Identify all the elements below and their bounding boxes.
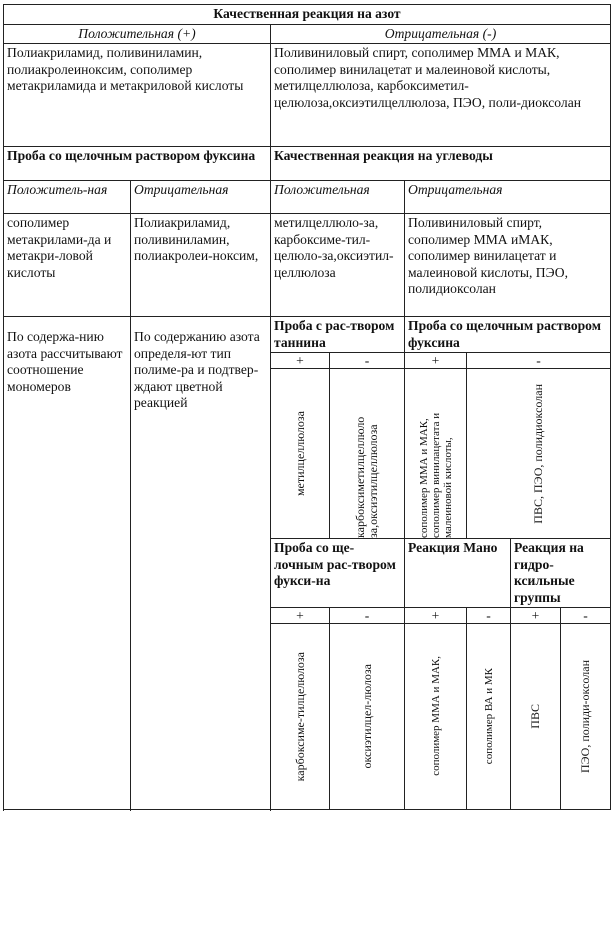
hydroxyl-negative-cell (561, 624, 611, 810)
mano-positive-cell (405, 624, 467, 810)
hydroxyl-reaction-title: Реакция на гидро-ксильные группы (511, 539, 611, 608)
mano-negative-text: сополимер ВА и МК (482, 668, 495, 765)
fuchsin-test2-title: Проба со щелочным раствором фуксина (405, 317, 611, 353)
mano-minus: - (467, 608, 511, 624)
tannin-positive-cell (271, 369, 330, 539)
fuchsin3-positive-text: карбоксиме-тилцелюлоза (292, 651, 307, 781)
fuchsin3-plus: + (271, 608, 330, 624)
mano-reaction-title: Реакция Мано (405, 539, 511, 608)
hydroxyl-negative-text: ПЭО, полиди-оксолан (578, 659, 592, 773)
fuchsin-positive-header: Положитель-ная (4, 181, 131, 214)
fuchsin2-positive-cell (405, 369, 467, 539)
fuchsin2-negative-cell (467, 369, 611, 539)
carbohydrate-test-title: Качественная реакция на углеводы (271, 147, 611, 181)
fuchsin-test-title: Проба со щелочным раствором фуксина (4, 147, 271, 181)
hydroxyl-positive-text: ПВС (528, 703, 542, 729)
fuchsin-positive-list: сополимер метакрилами-да и метакри-ловой кислоты (4, 214, 131, 317)
fuchsin2-minus: - (467, 353, 611, 369)
fuchsin3-minus: - (330, 608, 405, 624)
carbohydrate-positive-list: метилцеллюло-за, карбоксиме-тил-целюло-за,оксиэтил-целлюлоза (271, 214, 405, 317)
mano-negative-cell (467, 624, 511, 810)
fuchsin-positive-note: По содержа-нию азота рассчитывают соотношение мономеров (4, 317, 131, 810)
mano-positive-text: сополимер ММА и МАК, (429, 656, 442, 777)
tannin-test-title: Проба с рас-твором таннина (271, 317, 405, 353)
fuchsin2-negative-text: ПВС, ПЭО, полидиоксолан (531, 383, 545, 524)
tannin-positive-text: метилцеллюлоза (292, 410, 307, 497)
fuchsin-test3-title: Проба со ще-лочным рас-твором фукси-на (271, 539, 405, 608)
tannin-negative-text: карбоксиметилцеллюло за,оксиэтилцеллюлоза (353, 416, 380, 538)
hydroxyl-plus: + (511, 608, 561, 624)
tannin-minus: - (330, 353, 405, 369)
hydroxyl-minus: - (561, 608, 611, 624)
tannin-negative-cell (330, 369, 405, 539)
fuchsin-negative-header: Отрицательная (131, 181, 271, 214)
carbohydrate-negative-list: Поливиниловый спирт, сополимер ММА иМАК, сополимер винилацетат и малеиновой кислоты, ПЭО, полидиоксолан (405, 214, 611, 317)
carbohydrate-negative-header: Отрицательная (405, 181, 611, 214)
fuchsin3-negative-cell (330, 624, 405, 810)
nitrogen-positive-header: Положительная (+) (4, 24, 271, 44)
nitrogen-negative-list: Поливиниловый спирт, сополимер ММА и МАК, сополимер винилацетат и малеиновой кислоты, метилцеллюлоза, карбоксиметил-целюлоза,оксиэтилцеллюлоза, ПЭО, поли-диоксолан (271, 44, 611, 147)
classification-table (3, 4, 611, 810)
fuchsin3-positive-cell (271, 624, 330, 810)
hydroxyl-positive-cell (511, 624, 561, 810)
fuchsin-negative-list: Полиакриламид, поливиниламин, полиакролеи-ноксим, (131, 214, 271, 317)
fuchsin2-positive-text: сополимер ММА и МАК, сополимер винилацетата и малеиновой кислоты, (417, 412, 454, 538)
fuchsin2-plus: + (405, 353, 467, 369)
carbohydrate-positive-header: Положительная (271, 181, 405, 214)
table-title: Качественная реакция на азот (4, 5, 611, 25)
nitrogen-negative-header: Отрицательная (-) (271, 24, 611, 44)
tannin-plus: + (271, 353, 330, 369)
nitrogen-positive-list: Полиакриламид, поливиниламин, полиакролеиноксим, сополимер метакриламида и метакриловой кислоты (4, 44, 271, 147)
fuchsin3-negative-text: оксиэтилцел-люлоза (359, 663, 374, 769)
spacer (271, 809, 611, 810)
mano-plus: + (405, 608, 467, 624)
fuchsin-negative-note: По содержанию азота определя-ют тип полиме-ра и подтвер-ждают цветной реакцией (131, 317, 271, 810)
